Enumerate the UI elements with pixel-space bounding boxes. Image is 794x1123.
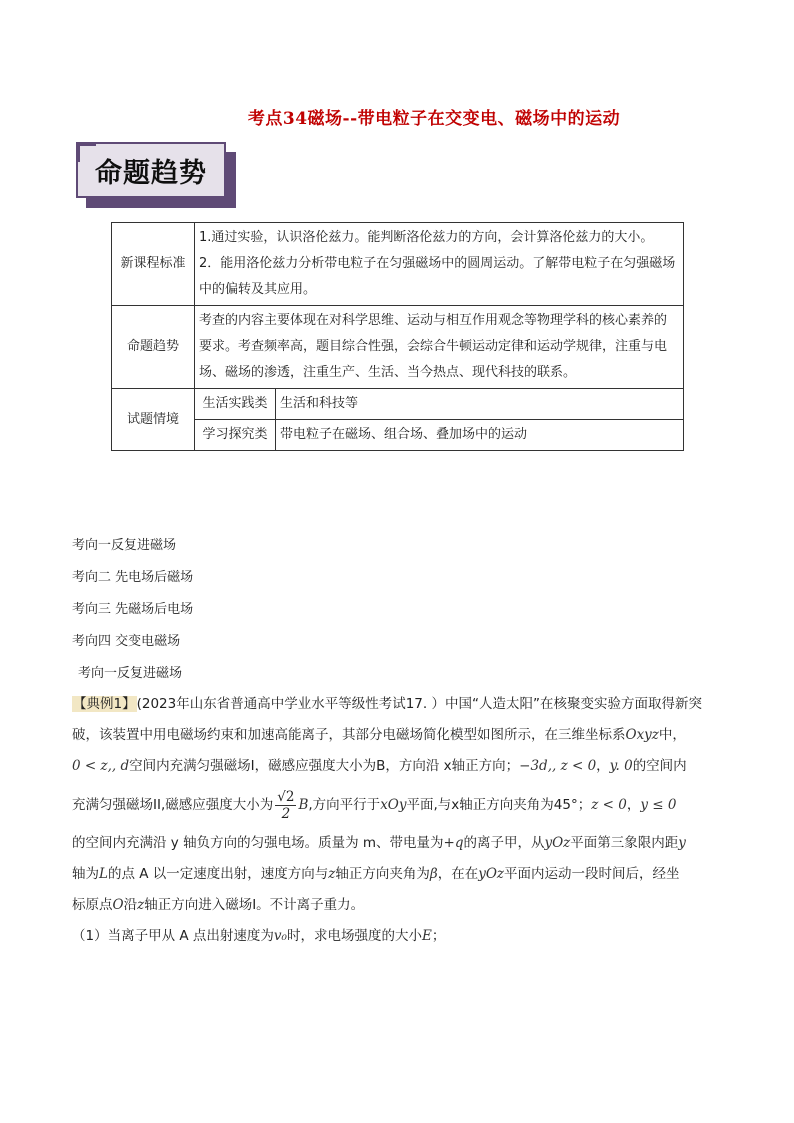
direction-item: 考向四 交变电磁场 [72,634,181,649]
table-row [112,420,684,451]
standard-item-2: 2．能用洛伦兹力分析带电粒子在匀强磁场中的圆周运动。了解带电粒子在匀强磁场中的偏转及其应用。 [199,256,676,297]
problem-line: 【典例1】(2023年山东省普通高中学业水平等级性考试17. ）中国“人造太阳”在核聚变实验方面取得新突 [73,696,702,712]
problem-line: 轴为L的点 A 以一定速度出射，速度方向与z轴正方向夹角为β，在在yOz平面内运动一段时间后，经坐 [72,866,680,882]
table-cell-content [195,223,684,306]
fraction: $\frac{√2}{2}$ [277,788,295,822]
question-line: （1）当离子甲从 A 点出射速度为v₀时，求电场强度的大小E； [72,928,446,944]
table-cell-content: 考查的内容主要体现在对科学思维、运动与相互作用观念等物理学科的核心素养的要求。考查频率高，题目综合性强，会综合牛顿运动定律和运动学规律，注重与电场、磁场的渗透，注重生产、生活、当今热点、现代科技的联系。 [195,306,684,389]
banner-corner-decoration [76,142,96,162]
direction-item: 考向一反复进磁场 [72,538,177,553]
table-cell-sublabel: 学习探究类 [195,420,276,451]
direction-list [72,536,193,696]
direction-item: 考向三 先磁场后电场 [72,602,194,617]
example-tag: 【典例1】 [73,696,136,712]
page-title: 考点34磁场--带电粒子在交变电、磁场中的运动 [247,109,621,129]
problem-line: 的空间内充满沿 y 轴负方向的匀强电场。质量为 m、带电量为+q的离子甲，从yOz平面第三象限内距y [72,835,686,851]
table-cell-label: 新课程标准 [112,223,195,306]
table-cell-label: 命题趋势 [112,306,195,389]
table-cell-label: 试题情境 [112,389,195,451]
problem-line: 破，该装置中用电磁场约束和加速高能离子，其部分电磁场简化模型如图所示，在三维坐标系Oxyz中， [72,727,686,743]
example-problem [72,692,722,955]
section-banner [76,142,236,208]
table-cell-content: 带电粒子在磁场、组合场、叠加场中的运动 [276,420,684,451]
problem-line: 0 < z,, d空间内充满匀强磁场I，磁感应强度大小为B，方向沿 x轴正方向；−3d,, z < 0，y. 0的空间内 [72,758,687,774]
table-row [112,306,684,389]
table-row [112,223,684,306]
table-cell-sublabel: 生活实践类 [195,389,276,420]
table-cell-content: 生活和科技等 [276,389,684,420]
direction-heading: 考向一反复进磁场 [78,666,183,681]
banner-text: 命题趋势 [95,157,207,189]
problem-line: 标原点O沿z轴正方向进入磁场I。不计离子重力。 [72,897,365,913]
standard-item-1: 1.通过实验，认识洛伦兹力。能判断洛伦兹力的方向，会计算洛伦兹力的大小。 [199,230,654,245]
banner-face [76,142,226,198]
direction-item: 考向二 先电场后磁场 [72,570,194,585]
table-row [112,389,684,420]
curriculum-table [111,222,684,451]
problem-line: 充满匀强磁场II,磁感应强度大小为 $\frac{√2}{2}$ B,方向平行于xOy平面,与x轴正方向夹角为45°；z < 0，y ≤ 0 [72,788,677,822]
